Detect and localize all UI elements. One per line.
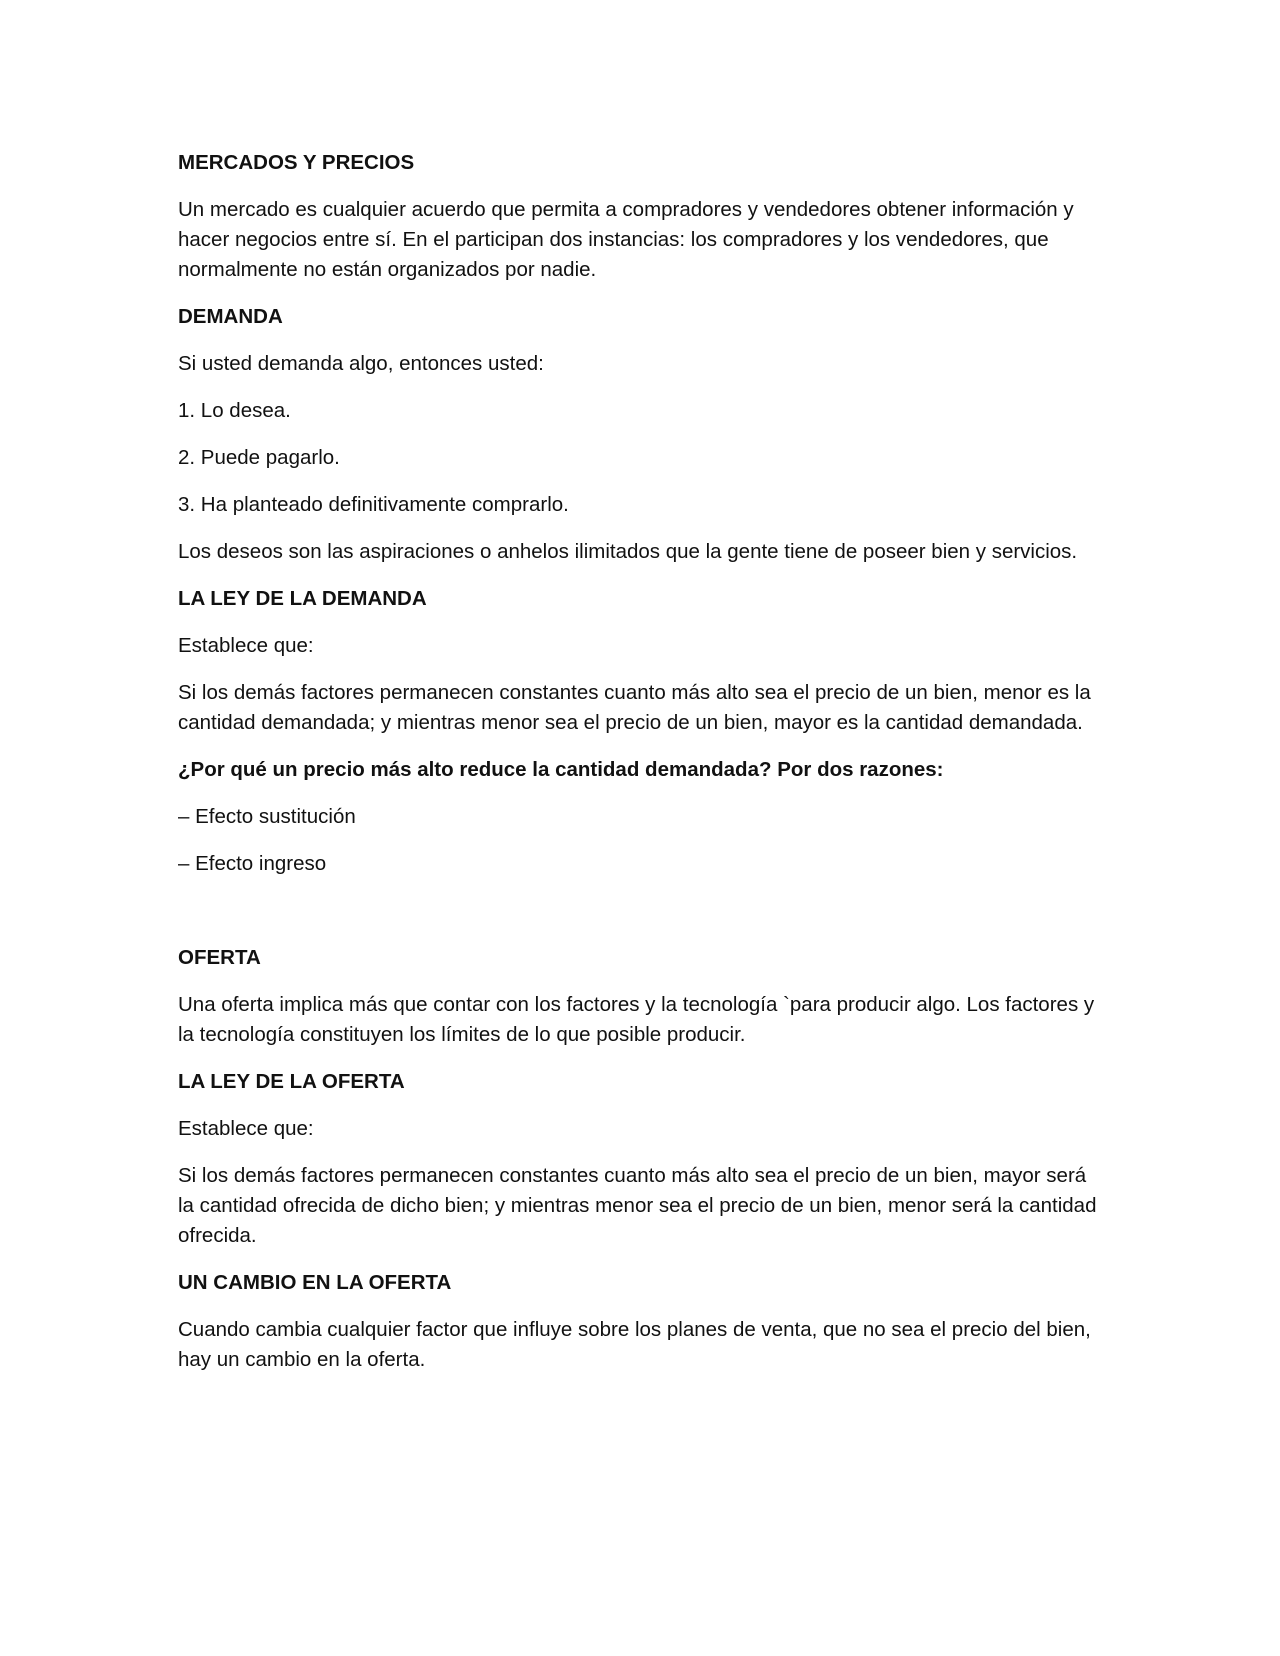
list-item-1: 1. Lo desea. — [178, 399, 291, 422]
paragraph-deseos: Los deseos son las aspiraciones o anhelos ilimitados que la gente tiene de poseer bien y servicios. — [178, 540, 1078, 563]
list-item-2: 2. Puede pagarlo. — [178, 446, 340, 469]
paragraph-establece-que-demanda: Establece que: — [178, 634, 314, 657]
paragraph-ley-oferta-text: Si los demás factores permanecen constantes cuanto más alto sea el precio de un bien, mayor será la cantidad ofrecida de dicho bien; y mientras menor sea el precio de un bien, menor será la cantidad ofrecida. — [178, 1164, 1097, 1247]
heading-por-que-precio: ¿Por qué un precio más alto reduce la cantidad demandada? Por dos razones: — [178, 758, 944, 781]
blank-line — [178, 896, 1098, 943]
list-item-3: 3. Ha planteado definitivamente comprarlo. — [178, 493, 569, 516]
document-content — [178, 148, 1098, 1392]
list-item-efecto-ingreso: – Efecto ingreso — [178, 852, 327, 875]
heading-ley-de-la-oferta: LA LEY DE LA OFERTA — [178, 1070, 405, 1093]
paragraph-establece-que-oferta: Establece que: — [178, 1117, 314, 1140]
heading-mercados-y-precios: MERCADOS Y PRECIOS — [178, 151, 415, 174]
paragraph-cambio-oferta-text: Cuando cambia cualquier factor que influye sobre los planes de venta, que no sea el precio del bien, hay un cambio en la oferta. — [178, 1318, 1091, 1371]
heading-cambio-en-la-oferta: UN CAMBIO EN LA OFERTA — [178, 1271, 452, 1294]
paragraph-mercado-definition: Un mercado es cualquier acuerdo que permita a compradores y vendedores obtener información y hacer negocios entre sí. En el participan dos instancias: los compradores y los vendedores, que normalmente no están organizados por nadie. — [178, 198, 1074, 281]
heading-demanda: DEMANDA — [178, 305, 283, 328]
heading-ley-de-la-demanda: LA LEY DE LA DEMANDA — [178, 587, 427, 610]
paragraph-oferta-definition: Una oferta implica más que contar con los factores y la tecnología `para producir algo. Los factores y la tecnología constituyen los límites de lo que posible producir. — [178, 993, 1095, 1046]
paragraph-demanda-intro: Si usted demanda algo, entonces usted: — [178, 352, 544, 375]
heading-oferta: OFERTA — [178, 946, 261, 969]
list-item-efecto-sustitucion: – Efecto sustitución — [178, 805, 356, 828]
paragraph-ley-demanda-text: Si los demás factores permanecen constantes cuanto más alto sea el precio de un bien, menor es la cantidad demandada; y mientras menor sea el precio de un bien, mayor es la cantidad demandada. — [178, 681, 1091, 734]
